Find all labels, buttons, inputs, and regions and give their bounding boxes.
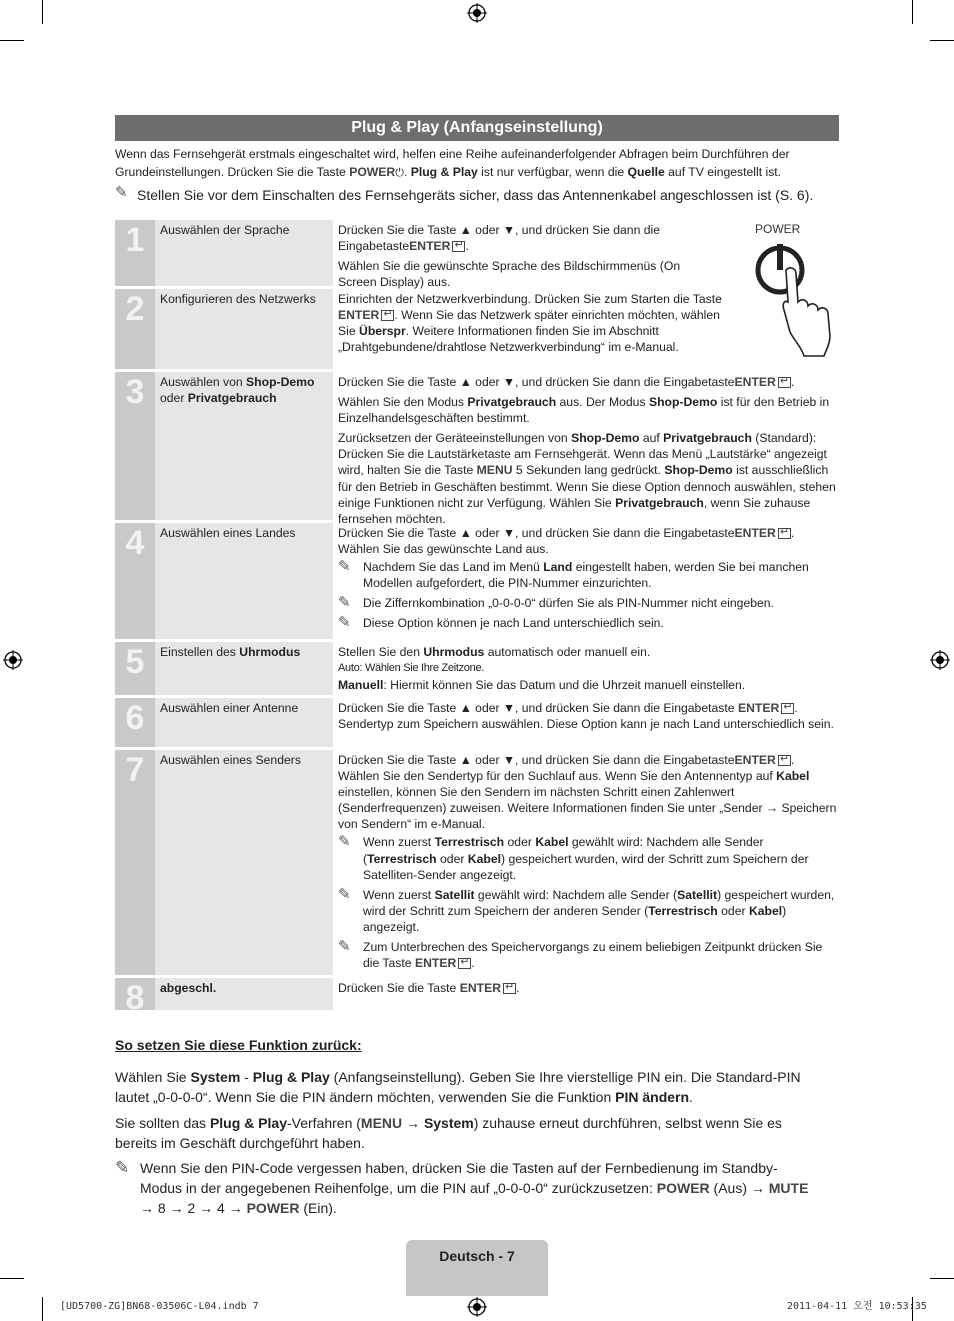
step-number: 8: [115, 978, 155, 1010]
step-label: Konfigurieren des Netzwerks: [155, 289, 333, 369]
step-description: Drücken Sie die Taste ▲ oder ▼, und drücken Sie dann die EingabetasteENTER↵ . Wählen Sie den Sendertyp für den Suchlauf aus. Wenn Sie den Antennentyp auf Kabel einstellen, können Sie den Sendern im nächsten Schritt einen Zahlenwert (Senderfrequenzen) zuweisen. Weitere Informationen finden Sie unter „Sender → Speichern von Sendern“ im e-Manual. ✎ Wenn zuerst Terrestrisch oder Kabel gewählt wird: Nachdem alle Sender (Terrestrisch oder Kabel) gespeichert wurden, wird der Schritt zum Speichern der Satelliten-Sender angezeigt. ✎ Wenn zuerst Satellit gewählt wird: Nachdem alle Sender (Satellit) gespeichert wurden, wird der Schritt zum Speichern der anderen Sender (Terrestrisch oder Kabel) angezeigt. ✎ Zum Unterbrechen des Speichervorgangs zu einem beliebigen Zeitpunkt drücken Sie die Taste ENTER↵ .: [333, 750, 839, 975]
enter-icon: [778, 377, 791, 388]
crop-mark: [42, 1297, 43, 1321]
step-label: Auswählen einer Antenne: [155, 698, 333, 747]
registration-mark-icon: [467, 1297, 487, 1317]
registration-mark-icon: [3, 650, 23, 670]
step-description: Drücken Sie die Taste ▲ oder ▼, und drücken Sie dann die EingabetasteENTER↵ . Wählen Sie das gewünschte Land aus. ✎ Nachdem Sie das Land im Menü Land eingestellt haben, werden Sie bei manchen Modellen aufgefordert, die PIN-Nummer einzurichten. ✎ Die Ziffernkombination „0-0-0-0“ dürfen Sie als PIN-Nummer nicht eingeben. ✎ Diese Option können je nach Land unterschiedlich sein.: [333, 523, 839, 639]
step-label: abgeschl.: [155, 978, 333, 1010]
step-label: Auswählen der Sprache: [155, 220, 333, 286]
reset-paragraph: Wählen Sie System - Plug & Play (Anfangseinstellung). Geben Sie Ihre vierstellige PIN ein. Die Standard-PIN lautet „0-0-0-0“. Wenn Sie die PIN ändern möchten, verwenden Sie die Funktion PIN ändern.: [115, 1068, 801, 1105]
enter-icon: [778, 755, 791, 766]
step-description: Drücken Sie die Taste ▲ oder ▼, und drücken Sie dann die EingabetasteENTER↵ . Wählen Sie die gewünschte Sprache des Bildschirmmenüs (On Screen Display) aus.: [333, 220, 839, 286]
step-number: 6: [115, 698, 155, 747]
step-number: 7: [115, 750, 155, 975]
crop-mark: [930, 40, 954, 41]
note-pencil-icon: ✎: [338, 833, 351, 851]
page-title: Plug & Play (Anfangseinstellung): [115, 115, 839, 141]
step-number: 4: [115, 523, 155, 639]
step-description: Drücken Sie die Taste ENTER↵ .: [333, 978, 839, 1010]
step-row: [115, 642, 839, 695]
enter-icon: [452, 241, 465, 252]
step-number: 3: [115, 372, 155, 520]
intro: [115, 146, 839, 205]
step-row: [115, 220, 839, 290]
crop-mark: [0, 40, 24, 41]
note: ✎ Wenn zuerst Satellit gewählt wird: Nachdem alle Sender (Satellit) gespeichert wurden, wird der Schritt zum Speichern der anderen Sender (Terrestrisch oder Kabel) angezeigt.: [338, 885, 835, 934]
note-pencil-icon: ✎: [338, 885, 351, 903]
note: ✎ Nachdem Sie das Land im Menü Land eingestellt haben, werden Sie bei manchen Modellen aufgefordert, die PIN-Nummer einzurichten.: [338, 558, 809, 591]
enter-icon: [381, 310, 394, 321]
imprint-date: 2011-04-11 오전 10:53:35: [787, 1301, 927, 1312]
note-pencil-icon: ✎: [338, 614, 351, 632]
note-pencil-icon: ✎: [338, 594, 351, 612]
step-row: [115, 698, 839, 747]
intro-note: ✎ Stellen Sie vor dem Einschalten des Fernsehgeräts sicher, dass das Antennenkabel angeschlossen ist (S. 6).: [115, 185, 839, 205]
crop-mark: [0, 1278, 24, 1279]
note-pencil-icon: ✎: [338, 558, 351, 576]
note: ✎ Diese Option können je nach Land unterschiedlich sein.: [338, 614, 664, 632]
step-number: 1: [115, 220, 155, 286]
step-row: [115, 523, 839, 639]
crop-mark: [42, 0, 43, 24]
page-number-tab: Deutsch - 7: [406, 1240, 548, 1296]
enter-icon: [503, 983, 516, 994]
step-label: Auswählen eines Landes: [155, 523, 333, 639]
step-label: Einstellen des Uhrmodus: [155, 642, 333, 695]
intro-text: Wenn das Fernsehgerät erstmals eingeschaltet wird, helfen eine Reihe aufeinanderfolgender Abfragen beim Durchführen der Grundeinstellungen. Drücken Sie die Taste POWER⏻. Plug & Play ist nur verfügbar, wenn die Quelle auf TV eingestellt ist.: [115, 147, 790, 179]
reset-paragraph: Sie sollten das Plug & Play-Verfahren (MENU → System) zuhause erneut durchführen, selbst wenn Sie es bereits im Geschäft durchgeführt haben.: [115, 1114, 782, 1151]
step-description: Stellen Sie den Uhrmodus automatisch oder manuell ein. Auto: Wählen Sie Ihre Zeitzone. Manuell: Hiermit können Sie das Datum und die Uhrzeit manuell einstellen.: [338, 645, 746, 692]
note: ✎ Die Ziffernkombination „0-0-0-0“ dürfen Sie als PIN-Nummer nicht eingeben.: [338, 594, 774, 612]
power-icon: ⏻: [395, 166, 404, 179]
registration-mark-icon: [467, 3, 487, 23]
power-label: POWER: [755, 222, 801, 236]
step-row: [115, 289, 839, 369]
step-row: [115, 372, 839, 526]
note: ✎ Zum Unterbrechen des Speichervorgangs zu einem beliebigen Zeitpunkt drücken Sie die Taste ENTER↵ .: [338, 939, 839, 971]
step-row: [115, 750, 839, 975]
reset-heading: So setzen Sie diese Funktion zurück:: [115, 1037, 362, 1053]
step-label: Auswählen von Shop-Demo oder Privatgebrauch: [155, 372, 333, 520]
enter-icon: [778, 528, 791, 539]
enter-icon: [781, 703, 794, 714]
imprint-file: [UD5700-ZG]BN68-03506C-L04.indb 7: [60, 1301, 259, 1312]
steps-table: [115, 220, 839, 1017]
note: ✎ Wenn zuerst Terrestrisch oder Kabel gewählt wird: Nachdem alle Sender (Terrestrisch oder Kabel) gespeichert wurden, wird der Schritt zum Speichern der Satelliten-Sender angezeigt.: [338, 833, 809, 882]
crop-mark: [912, 0, 913, 24]
step-number: 5: [115, 642, 155, 695]
reset-note: ✎ Wenn Sie den PIN-Code vergessen haben, drücken Sie die Tasten auf der Fernbedienung im Standby-Modus in der angegebenen Reihenfolge, um die PIN auf „0-0-0-0“ zurückzusetzen: POWER (Aus) → MUTE → 8 → 2 → 4 → POWER (Ein).: [115, 1159, 815, 1219]
note-pencil-icon: ✎: [115, 1158, 130, 1178]
enter-icon: [458, 958, 471, 969]
registration-mark-icon: [930, 650, 950, 670]
step-description: Drücken Sie die Taste ▲ oder ▼, und drücken Sie dann die Eingabetaste ENTER↵ . Sendertyp zum Speichern auswählen. Diese Option kann je nach Land unterschiedlich sein.: [333, 698, 839, 747]
crop-mark: [930, 1278, 954, 1279]
step-description: Einrichten der Netzwerkverbindung. Drücken Sie zum Starten die Taste ENTER↵ . Wenn Sie das Netzwerk später einrichten möchten, wählen Sie Überspr. Weitere Informationen finden Sie im Abschnitt „Drahtgebundene/drahtlose Netzwerkverbindung“ im e-Manual.: [333, 289, 839, 369]
note-pencil-icon: ✎: [338, 938, 351, 956]
step-label: Auswählen eines Senders: [155, 750, 333, 975]
step-number: 2: [115, 289, 155, 369]
reset-section: [115, 1036, 815, 1219]
note-pencil-icon: ✎: [115, 183, 128, 201]
step-row: [115, 978, 839, 1017]
step-description: Drücken Sie die Taste ▲ oder ▼, und drücken Sie dann die EingabetasteENTER↵ . Wählen Sie den Modus Privatgebrauch aus. Der Modus Shop-Demo ist für den Betrieb in Einzelhandelsgeschäften bestimmt. Zurücksetzen der Geräteeinstellungen von Shop-Demo auf Privatgebrauch (Standard): Drücken Sie die Lautstärketaste am Fernsehgerät. Wenn das Menü „Lautstärke“ angezeigt wird, halten Sie die Taste MENU 5 Sekunden lang gedrückt. Shop-Demo ist ausschließlich für den Betrieb in Geschäften bestimmt. Wenn Sie diese Option dennoch auswählen, stehen einige Funktionen nicht zur Verfügung. Wählen Sie Privatgebrauch, wenn Sie zuhause fernsehen möchten.: [333, 372, 839, 520]
